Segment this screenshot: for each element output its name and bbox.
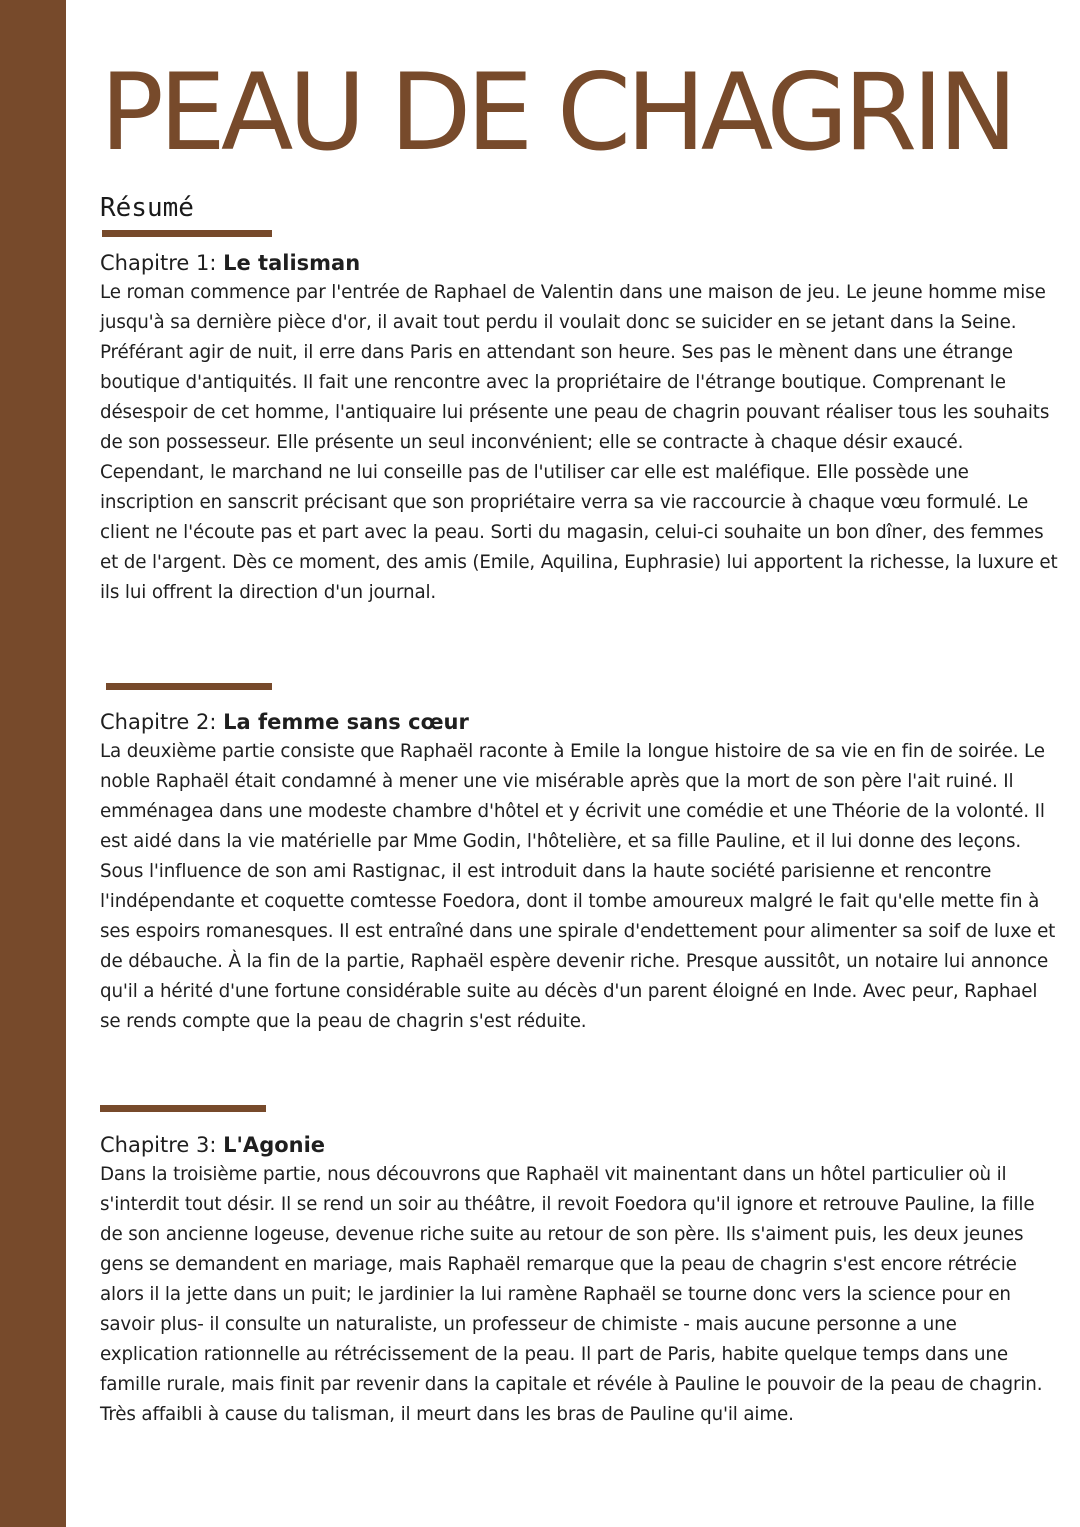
chapter-2-heading (100, 707, 1060, 737)
chapter-1 (100, 248, 1060, 608)
chapter-2 (100, 707, 1060, 1037)
chapter-2-divider (100, 1105, 266, 1112)
chapter-3-name: L'Agonie (223, 1133, 326, 1157)
chapter-1-body: Le roman commence par l'entrée de Raphael de Valentin dans une maison de jeu. Le jeune homme mise jusqu'à sa dernière pièce d'or, il avait tout perdu il voulait donc se suicider en se jetant dans la Seine. Préférant agir de nuit, il erre dans Paris en attendant son heure. Ses pas le mènent dans une étrange boutique d'antiquités. Il fait une rencontre avec la propriétaire de l'étrange boutique. Comprenant le désespoir de cet homme, l'antiquaire lui présente une peau de chagrin pouvant réaliser tous les souhaits de son possesseur. Elle présente un seul inconvénient; elle se contracte à chaque désir exaucé. Cependant, le marchand ne lui conseille pas de l'utiliser car elle est maléfique. Elle possède une inscription en sanscrit précisant que son propriétaire verra sa vie raccourcie à chaque vœu formulé. Le client ne l'écoute pas et part avec la peau. Sorti du magasin, celui-ci souhaite un bon dîner, des femmes et de l'argent. Dès ce moment, des amis (Emile, Aquilina, Euphrasie) lui apportent la richesse, la luxure et ils lui offrent la direction d'un journal. (100, 282, 1058, 603)
page-subtitle: Résumé (100, 193, 194, 223)
chapter-1-prefix: Chapitre 1: (100, 251, 224, 275)
chapter-2-body: La deuxième partie consiste que Raphaël raconte à Emile la longue histoire de sa vie en fin de soirée. Le noble Raphaël était condamné à mener une vie misérable après que la mort de son père l'ait ruiné. Il emménagea dans une modeste chambre d'hôtel et y écrivit une comédie et une Théorie de la volonté. Il est aidé dans la vie matérielle par Mme Godin, l'hôtelière, et sa fille Pauline, et il lui donne des leçons. Sous l'influence de son ami Rastignac, il est introduit dans la haute société parisienne et rencontre l'indépendante et coquette comtesse Foedora, dont il tombe amoureux malgré le fait qu'elle mette fin à ses espoirs romanesques. Il est entraîné dans une spirale d'endettement pour alimenter sa soif de luxe et de débauche. À la fin de la partie, Raphaël espère devenir riche. Presque aussitôt, un notaire lui annonce qu'il a hérité d'une fortune considérable suite au décès d'un parent éloigné en Inde. Avec peur, Raphael se rends compte que la peau de chagrin s'est réduite. (100, 741, 1056, 1032)
chapter-2-prefix: Chapitre 2: (100, 710, 224, 734)
chapter-3-heading (100, 1130, 1060, 1160)
chapter-3-prefix: Chapitre 3: (100, 1133, 224, 1157)
chapter-1-divider (106, 683, 272, 690)
side-bar (0, 0, 66, 1527)
chapter-1-heading (100, 248, 1060, 278)
chapter-1-name: Le talisman (223, 251, 361, 275)
subtitle-divider (102, 230, 272, 237)
chapter-3 (100, 1130, 1060, 1430)
chapter-3-body: Dans la troisième partie, nous découvrons que Raphaël vit mainentant dans un hôtel particulier où il s'interdit tout désir. Il se rend un soir au théâtre, il revoit Foedora qu'il ignore et retrouve Pauline, la fille de son ancienne logeuse, devenue riche suite au retour de son père. Ils s'aiment puis, les deux jeunes gens se demandent en mariage, mais Raphaël remarque que la peau de chagrin s'est encore rétrécie alors il la jette dans un puit; le jardinier la lui ramène Raphaël se tourne donc vers la science pour en savoir plus- il consulte un naturaliste, un professeur de chimiste - mais aucune personne a une explication rationnelle au rétrécissement de la peau. Il part de Paris, habite quelque temps dans une famille rurale, mais finit par revenir dans la capitale et révéle à Pauline le pouvoir de la peau de chagrin. Très affaibli à cause du talisman, il meurt dans les bras de Pauline qu'il aime. (100, 1164, 1043, 1425)
page-title: PEAU DE CHAGRIN (100, 60, 1013, 166)
chapter-2-name: La femme sans cœur (223, 710, 469, 734)
